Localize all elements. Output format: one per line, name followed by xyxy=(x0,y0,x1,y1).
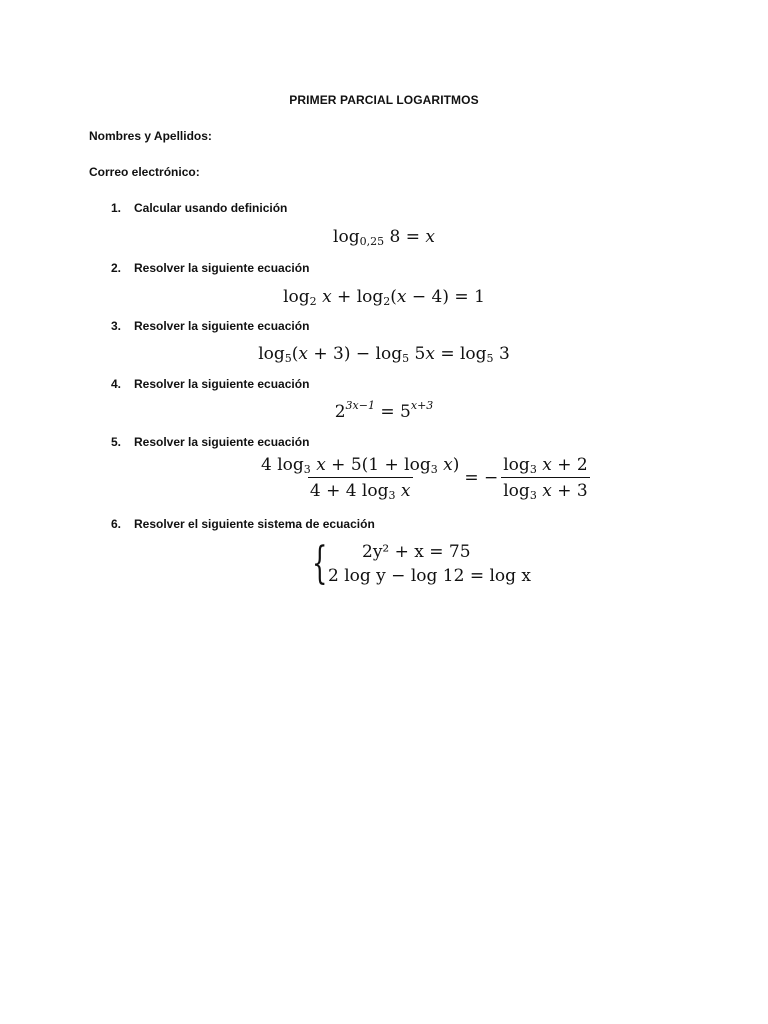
question-number: 3. xyxy=(111,319,122,333)
log-base: 5 xyxy=(402,352,410,365)
equation-2: $\log_2 x + \log_2(x - 4) = 1$ xyxy=(283,287,485,308)
question-number: 5. xyxy=(111,435,122,449)
log-base: 3 xyxy=(430,463,438,476)
question-1 xyxy=(111,201,287,215)
question-instruction: Resolver el siguiente sistema de ecuación xyxy=(134,517,375,531)
question-instruction: Calcular usando definición xyxy=(134,201,288,215)
question-instruction: Resolver la siguiente ecuación xyxy=(134,435,310,449)
log-base: 0,25 xyxy=(359,235,385,248)
question-5 xyxy=(111,435,309,449)
power-base: 2 xyxy=(334,402,346,422)
left-fraction: $\frac{4 \log_3 x + 5(1 + \log_3 x)}{4 + 4 \log_3 x}$ xyxy=(261,455,460,502)
question-instruction: Resolver la siguiente ecuación xyxy=(134,319,310,333)
question-number: 6. xyxy=(111,517,122,531)
log-base: 3 xyxy=(303,463,311,476)
log-arg: 8 xyxy=(389,227,401,247)
question-4 xyxy=(111,377,309,391)
log-base: 3 xyxy=(529,489,537,502)
question-number: 2. xyxy=(111,261,122,275)
email-field-label: Correo electrónico: xyxy=(89,165,200,179)
system-line-1: 2y² + x = 75 xyxy=(362,542,471,562)
equation-1: $\log_{0,25} 8 = x$ xyxy=(333,227,435,248)
log-base: 5 xyxy=(486,352,494,365)
question-2 xyxy=(111,261,309,275)
system-line-2: 2 log y − log 12 = log x xyxy=(328,566,532,586)
power-base: 5 xyxy=(400,402,411,422)
log-base: 2 xyxy=(383,295,391,308)
names-field-label: Nombres y Apellidos: xyxy=(89,129,212,143)
left-brace-icon: { xyxy=(312,538,328,589)
equation-5: $\frac{4 \log_3 x + 5(1 + \log_3 x)}{4 + 4 \log_3 x}$ = − $\frac{\log_3 x + 2}{\log_3 x + 3}$ xyxy=(261,455,588,502)
document-title: PRIMER PARCIAL LOGARITMOS xyxy=(289,93,479,107)
power-exponent: 3x−1 xyxy=(345,399,375,412)
power-exponent: x+3 xyxy=(410,399,434,412)
equation-rhs: 1 xyxy=(474,287,485,307)
right-fraction: $\frac{\log_3 x + 2}{\log_3 x + 3}$ xyxy=(503,455,588,502)
equation-4: $2^{3x-1} = 5^{x+3}$ xyxy=(334,399,434,422)
question-instruction: Resolver la siguiente ecuación xyxy=(134,377,310,391)
question-3 xyxy=(111,319,309,333)
log-base: 3 xyxy=(388,489,396,502)
equation-3: $\log_5(x + 3) - \log_5 5x = \log_5 3$ xyxy=(258,344,510,365)
equation-rhs: x xyxy=(425,227,435,247)
question-number: 4. xyxy=(111,377,122,391)
equation-6-system xyxy=(312,540,531,588)
question-number: 1. xyxy=(111,201,122,215)
question-instruction: Resolver la siguiente ecuación xyxy=(134,261,310,275)
log-base: 3 xyxy=(529,463,537,476)
log-base: 2 xyxy=(309,295,317,308)
log-base: 5 xyxy=(284,352,292,365)
question-6 xyxy=(111,517,375,531)
